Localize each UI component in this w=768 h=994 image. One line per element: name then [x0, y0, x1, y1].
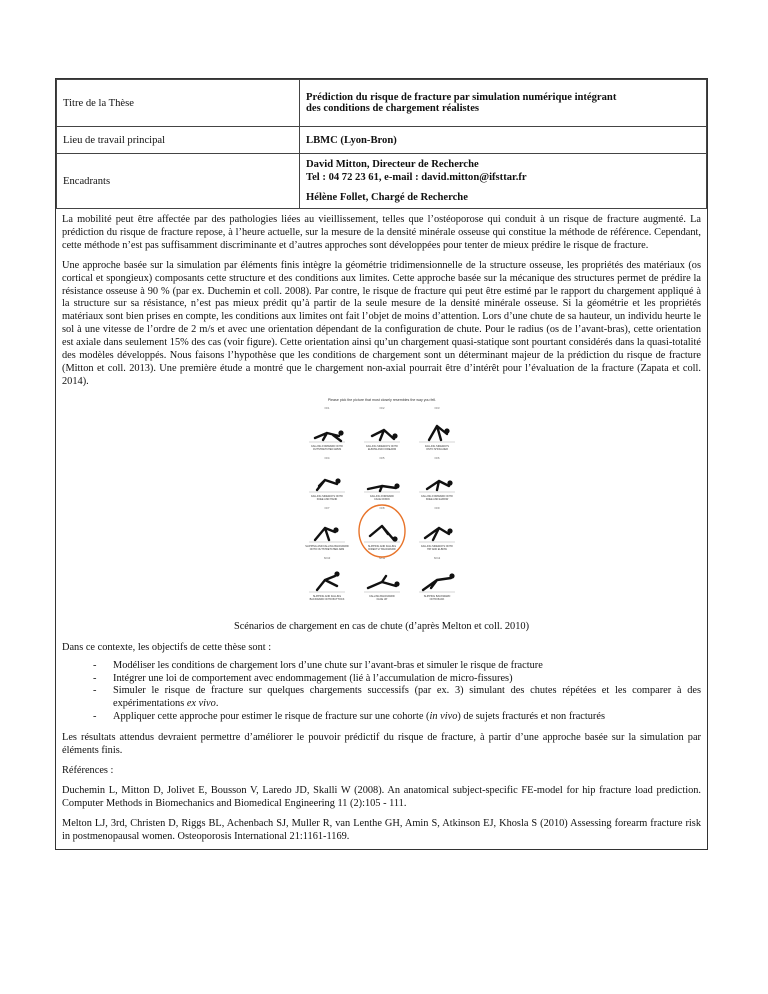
workplace-label: Lieu de travail principal	[57, 127, 300, 154]
panel-label: FALLING BACKWARD	[368, 594, 395, 598]
falling-figure-icon	[364, 430, 400, 442]
supervisors-value	[300, 154, 707, 209]
panel-number: N=6	[434, 456, 439, 460]
thesis-sheet	[55, 78, 708, 850]
panel-label: KNEE AND HAND	[316, 497, 337, 501]
panel-number: N=10	[323, 556, 330, 560]
objective-item: - Intégrer une loi de comportement avec endommagement (lié à l’accumulation de micro-fissures)	[93, 672, 513, 684]
supervisor-name: David Mitton, Directeur de Recherche	[306, 159, 479, 170]
panel-label: FALLING SIDEWAYS ONTO	[310, 494, 343, 498]
panel-label: FALLING SIDEWAYS ONTO	[365, 444, 398, 448]
panel-label: SLIPPING BACKWARD	[423, 594, 450, 598]
panel-label: FALLING SIDEWAYS ONTO	[420, 544, 453, 548]
panel-number: N=3	[434, 406, 439, 410]
panel-label: BACKWARD ONTO BUTTOCK	[309, 597, 344, 601]
falling-figure-icon	[309, 478, 345, 492]
expected-results: Les résultats attendus devraient permettre d’améliorer le pouvoir prédictif du risque de fracture, à partir d’une approche basée sur la simulation par éléments finis.	[62, 732, 701, 757]
falling-figure-icon	[419, 480, 455, 492]
thesis-title	[300, 80, 707, 127]
panel-label: FALLING FORWARD	[369, 494, 394, 498]
falling-figure-icon	[309, 527, 345, 542]
panel-number: N=9	[434, 506, 439, 510]
cosupervisor-name: Hélène Follet, Chargé de Recherche	[306, 192, 468, 203]
falling-figure-icon	[419, 426, 455, 442]
fall-scenarios-figure	[297, 396, 467, 616]
panel-label: FALLING FORWARD ONTO	[310, 444, 343, 448]
panel-number: N=5	[379, 456, 384, 460]
reference-item: Duchemin L, Mitton D, Jolivet E, Bousson V, Laredo JD, Skalli W (2008). An anatomical subject-specific FE-model for hip fracture load prediction. Computer Methods in Biomechanics and Biomedical Engineering 11 (2):105 - 111.	[62, 784, 701, 809]
panel-label: FALLING FORWARD ONTO	[420, 494, 453, 498]
thesis-description	[56, 209, 707, 849]
panel-label: DIRECTLY BACKWARD	[367, 547, 396, 551]
panel-label: KNEE AND ELBOW	[425, 497, 448, 501]
falling-figure-icon	[419, 573, 455, 592]
supervisors-label: Encadrants	[57, 154, 300, 209]
falling-figure-icon	[364, 576, 400, 592]
panel-label: FACE UP	[376, 597, 387, 601]
workplace-value: LBMC (Lyon-Bron)	[300, 127, 707, 154]
panel-label: ONTO OUTSTRETCHED ARM	[309, 547, 344, 551]
panel-label: HIP AND ELBOW	[426, 547, 447, 551]
figure-question: Please pick the picture that most closely resembles the way you fell.	[327, 397, 436, 402]
thesis-title-line: Prédiction du risque de fracture par simulation numérique intégrant	[306, 92, 617, 103]
falling-figure-icon	[419, 528, 455, 542]
panel-number: N=12	[433, 556, 440, 560]
falling-figure-icon	[309, 430, 345, 442]
paragraph-context: La mobilité peut être affectée par des pathologies liées au vieillissement, telles que l’ostéoporose qui conduit à un risque de fracture augmenté. La prédiction du risque de fracture repose, à l’heure actuelle, sur la mesure de la densité minérale osseuse qui constitue la méthode de référence. Cependant, cette méthode n’est pas suffisamment discriminante et d’autres approches sont développées pour tenter de mieux prédire le risque de fracture.	[62, 214, 701, 251]
reference-item: Melton LJ, 3rd, Christen D, Riggs BL, Achenbach SJ, Muller R, van Lenthe GH, Amin S, Atkinson EJ, Khosla S (2010) Assessing forearm fracture risk in postmenopausal women. Osteoporosis International 21:1161-1169.	[62, 817, 701, 842]
panel-number: N=7	[324, 506, 329, 510]
objectives-list	[62, 660, 701, 725]
panel-label: ONTO BACK	[429, 597, 444, 601]
supervisors-row	[57, 154, 707, 209]
title-label: Titre de la Thèse	[57, 80, 300, 127]
objectives-intro: Dans ce contexte, les objectifs de cette thèse sont :	[62, 641, 272, 653]
objective-item: - Appliquer cette approche pour estimer le risque de fracture sur une cohorte (in vivo) de sujets fracturés et non fracturés	[93, 711, 605, 723]
falling-figure-icon	[364, 526, 400, 542]
panel-label: FALLING SIDEWAYS	[424, 444, 449, 448]
panel-label: FACE DOWN	[373, 497, 390, 501]
metadata-table	[56, 79, 707, 209]
falling-figure-icon	[364, 483, 400, 492]
title-row	[57, 80, 707, 127]
panel-number: N=8	[379, 506, 384, 510]
workplace-row	[57, 127, 707, 154]
panel-label: SLIPPING AND FALLING	[367, 544, 396, 548]
supervisor-contact: Tel : 04 72 23 61, e-mail : david.mitton@ifsttar.fr	[306, 172, 527, 183]
panel-number: N=2	[379, 406, 384, 410]
paragraph-approach: Une approche basée sur la simulation par éléments finis intègre la géométrie tridimensionnelle de la structure osseuse, les propriétés des matériaux (os cortical et spongieux) composants cette structure et des conditions aux limites. Cette approche basée sur la mécanique des structures permet de prédire la résistance osseuse à 90 % (par ex. Duchemin et coll. 2008). Par contre, le risque de fracture qui peut être estimé par le rapport du chargement appliqué à la structure sur sa résistance, n’est pas mieux prédit qu’à partir de la seule mesure de la densité minérale osseuse. Si la géométrie et les propriétés matériaux sont bien prises en compte, les conditions aux limites ont fait l’objet de moins d’attention. Lors d’une chute de sa hauteur, un individu heurte le sol à une vitesse de l’ordre de 2 m/s et avec une orientation dépendant de la configuration de chute. Pour le radius (os de l’avant-bras), cette orientation est axiale dans seulement 15% des cas (voir figure). Cette orientation ainsi qu’un chargement quasi-statique sont pourtant considérés dans la quasi-totalité des modèles développés. Nous faisons l’hypothèse que les conditions de chargement sont un déterminant majeur de la prédiction du risque de fracture (Mitton et coll. 2013). Une première étude a montré que le chargement non-axial pourrait être d’intérêt pour l’évaluation de la fracture (Zapata et coll. 2014).	[62, 259, 701, 387]
thesis-title-line: des conditions de chargement réalistes	[306, 103, 480, 114]
panel-number: N=11	[378, 556, 385, 560]
references-heading: Références :	[62, 764, 114, 776]
panel-label: ELBOW AND FOREARM	[367, 447, 396, 451]
panel-number: N=4	[324, 456, 329, 460]
panel-number: N=1	[324, 406, 329, 410]
panel-label: ONTO SHOULDER	[425, 447, 448, 451]
figure-caption: Scénarios de chargement en cas de chute (d’après Melton et coll. 2010)	[233, 620, 530, 632]
falling-figure-icon	[309, 571, 345, 592]
panel-label: OUTSTRETCHED ARMS	[312, 447, 341, 451]
objective-item: - Modéliser les conditions de chargement lors d’une chute sur l’avant-bras et simuler le risque de fracture	[93, 659, 543, 671]
panel-label: SLIPPING AND FALLING BACKWARD	[304, 544, 349, 548]
panel-label: SLIPPING AND FALLING	[312, 594, 341, 598]
objective-item: - Simuler le risque de fracture sur quelques chargements successifs (par ex. 3) simulant des chutes répétées et les comparer à des expérimentations ex vivo.	[93, 685, 701, 710]
